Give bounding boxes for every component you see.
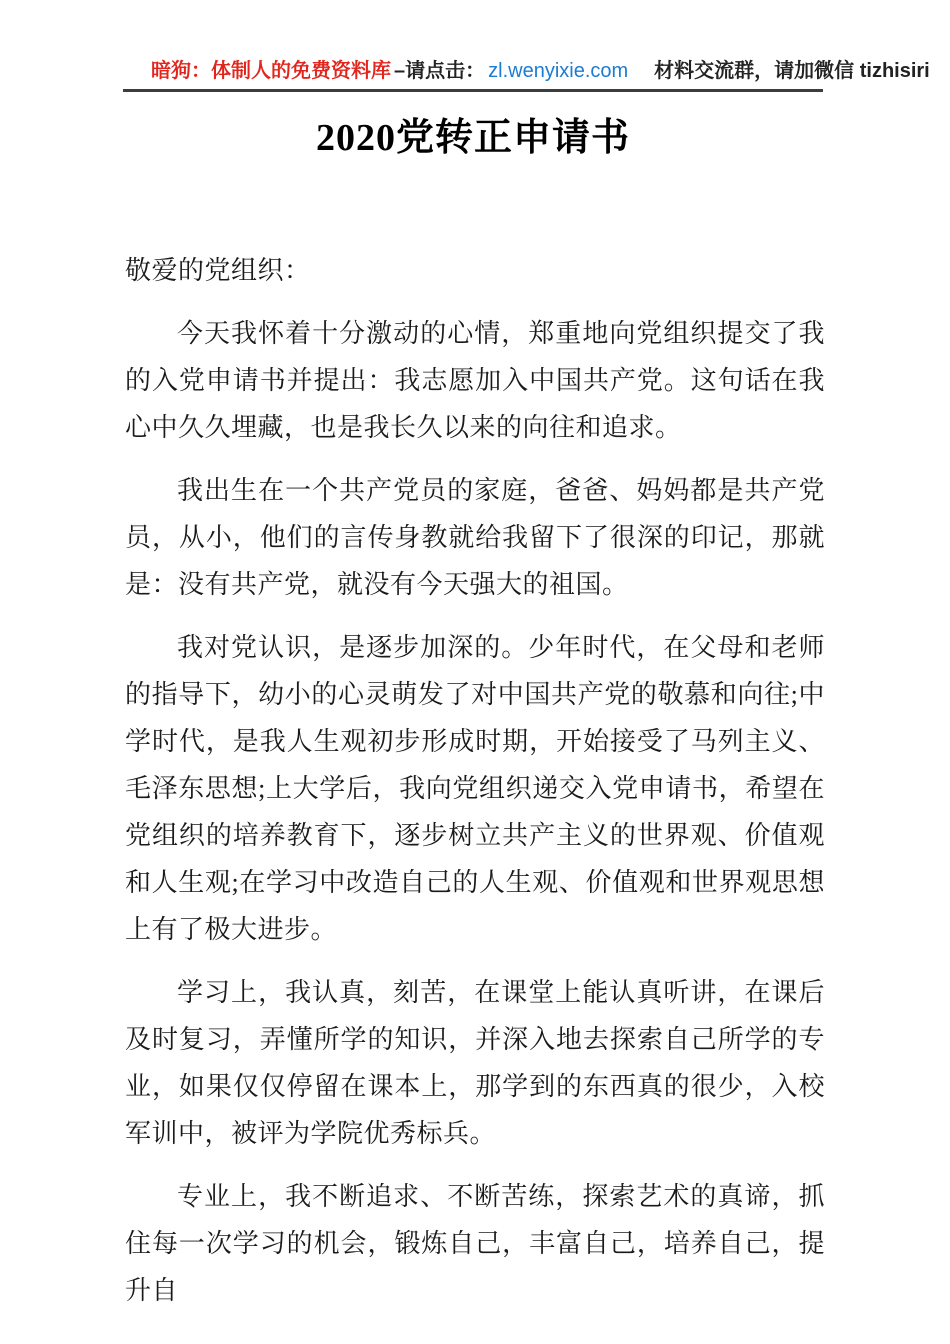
promo-brand-text: 暗狗：体制人的免费资料库 <box>151 60 391 82</box>
document-body <box>125 247 825 1330</box>
promo-group-text: 材料交流群，请加微信 tizhisiri <box>654 60 930 82</box>
body-paragraph-4: 学习上，我认真，刻苦，在课堂上能认真听讲，在课后及时复习，弄懂所学的知识，并深入地去探索自己所学的专业，如果仅仅停留在课本上，那学到的东西真的很少，入校军训中，被评为学院优秀标兵。 <box>125 978 825 1148</box>
body-paragraph-3: 我对党认识，是逐步加深的。少年时代，在父母和老师的指导下，幼小的心灵萌发了对中国共产党的敬慕和向往;中学时代，是我人生观初步形成时期，开始接受了马列主义、毛泽东思想;上大学后，我向党组织递交入党申请书，希望在党组织的培养教育下，逐步树立共产主义的世界观、价值观和人生观;在学习中改造自己的人生观、价值观和世界观思想上有了极大进步。 <box>125 633 825 944</box>
salutation-line: 敬爱的党组织： <box>125 256 311 285</box>
promo-site-link[interactable]: zl.wenyixie.com <box>488 60 629 82</box>
promo-header <box>123 58 930 92</box>
body-paragraph-1: 今天我怀着十分激动的心情，郑重地向党组织提交了我的入党申请书并提出：我志愿加入中国共产党。这句话在我心中久久埋藏，也是我长久以来的向往和追求。 <box>125 319 825 442</box>
promo-click-label: –请点击： <box>394 60 486 82</box>
body-paragraph-2: 我出生在一个共产党员的家庭，爸爸、妈妈都是共产党员，从小，他们的言传身教就给我留下了很深的印记，那就是：没有共产党，就没有今天强大的祖国。 <box>125 476 825 599</box>
document-title: 2020党转正申请书 <box>315 117 630 159</box>
body-paragraph-5: 专业上，我不断追求、不断苦练，探索艺术的真谛，抓住每一次学习的机会，锻炼自己，丰富自己，培养自己，提升自 <box>125 1182 825 1305</box>
